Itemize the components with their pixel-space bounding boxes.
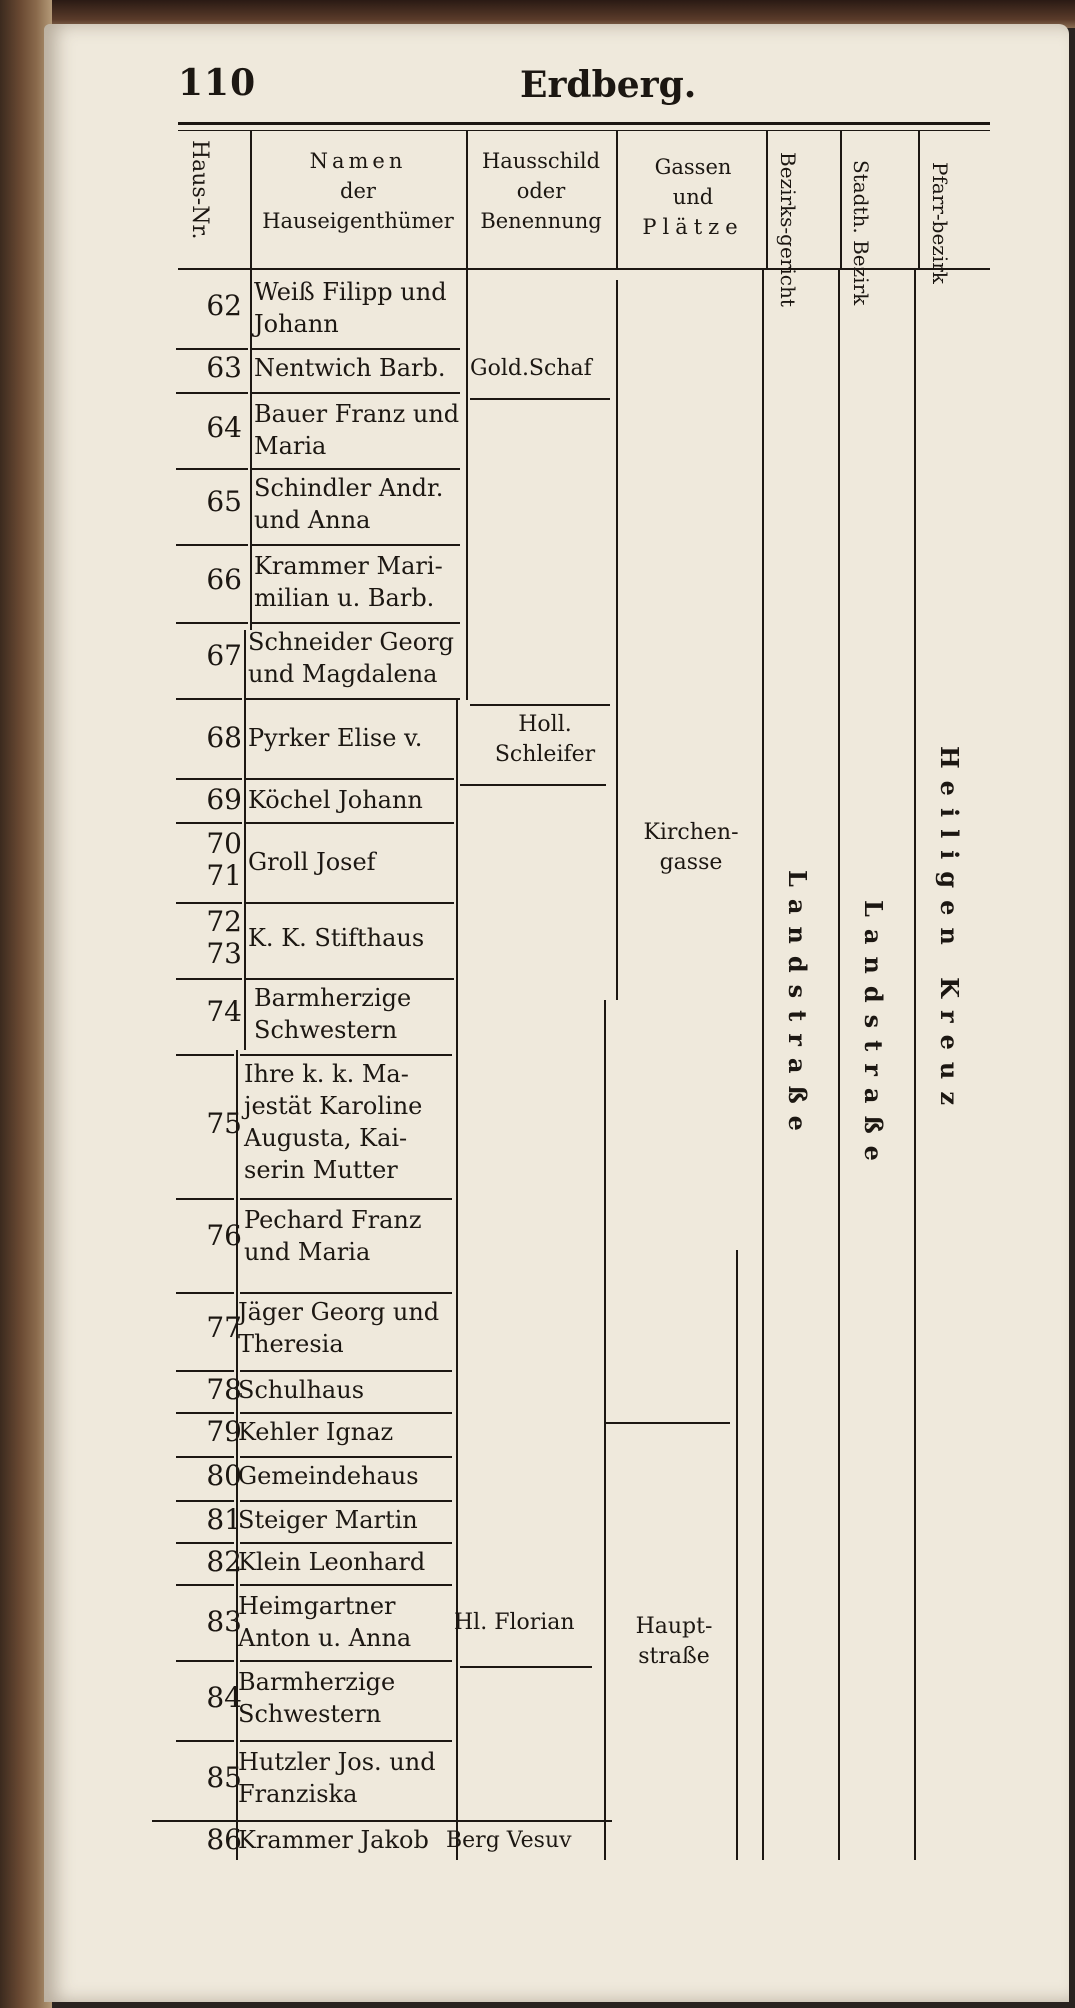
header-col-sep-1 bbox=[250, 130, 252, 270]
owner-name: Pyrker Elise v. bbox=[248, 724, 423, 752]
header-top-rule bbox=[178, 122, 990, 125]
page-number: 110 bbox=[178, 62, 257, 104]
table-row bbox=[170, 982, 630, 1052]
table-row bbox=[170, 398, 630, 468]
row-sep bbox=[176, 1198, 234, 1200]
row-sep bbox=[176, 1370, 234, 1372]
table-row bbox=[170, 1374, 630, 1414]
header-namen bbox=[254, 146, 462, 236]
row-sep bbox=[240, 1660, 452, 1662]
header-col-sep-2 bbox=[466, 130, 468, 270]
row-number: 78 bbox=[206, 1373, 242, 1406]
table-row bbox=[170, 828, 630, 902]
owner-name: Barmherzige Schwestern bbox=[254, 984, 412, 1044]
row-sep bbox=[176, 622, 248, 624]
body-col-line-h2 bbox=[736, 1250, 738, 1860]
header-hausschild-line2: oder bbox=[516, 179, 566, 203]
bezirksgericht-value: Landstraße bbox=[783, 870, 812, 1143]
header-gassen-line1: Gassen bbox=[654, 155, 732, 179]
table-row bbox=[170, 472, 630, 542]
body-col-line-h bbox=[762, 270, 764, 1860]
owner-name: Steiger Martin bbox=[238, 1506, 418, 1534]
page-title: Erdberg. bbox=[520, 64, 697, 106]
owner-name: Schulhaus bbox=[238, 1376, 365, 1404]
row-sep bbox=[240, 1456, 452, 1458]
header-namen-line1: Namen bbox=[309, 149, 407, 173]
owner-name: Weiß Filipp und Johann bbox=[254, 278, 447, 338]
row-number: 74 bbox=[206, 995, 242, 1028]
owner-name: Barmherzige Schwestern bbox=[238, 1668, 396, 1728]
row-sep bbox=[240, 1740, 452, 1742]
table-bottom-rule bbox=[152, 1820, 612, 1822]
table-row bbox=[170, 626, 630, 696]
row-number: 65 bbox=[206, 485, 242, 518]
row-sep bbox=[252, 544, 460, 546]
row-number: 86 bbox=[206, 1823, 242, 1856]
pfarr-bezirk-value: Heiligen Kreuz bbox=[935, 746, 964, 1118]
house-sign: Holl. Schleifer bbox=[494, 712, 596, 767]
table-row bbox=[170, 1416, 630, 1456]
header-col-sep-4 bbox=[766, 130, 768, 270]
row-sep bbox=[176, 778, 242, 780]
row-number: 69 bbox=[206, 783, 242, 816]
header-gassen-line3: Plätze bbox=[642, 215, 744, 239]
owner-name: Ihre k. k. Ma- jestät Karoline Augusta, Kai- serin Mutter bbox=[244, 1060, 423, 1184]
table-row bbox=[170, 1204, 630, 1274]
owner-name: Klein Leonhard bbox=[238, 1548, 426, 1576]
row-sep bbox=[240, 1500, 452, 1502]
row-number: 81 bbox=[206, 1503, 242, 1536]
owner-name: Pechard Franz und Maria bbox=[244, 1206, 422, 1266]
owner-name: Schindler Andr. und Anna bbox=[254, 474, 444, 534]
row-number: 76 bbox=[206, 1219, 242, 1252]
row-sep bbox=[176, 1584, 234, 1586]
header-col-sep-3 bbox=[616, 130, 618, 270]
header-hausschild-line3: Benennung bbox=[480, 209, 602, 233]
row-sep bbox=[176, 978, 242, 980]
header-gassen-line2: und bbox=[672, 185, 714, 209]
row-sep bbox=[240, 1584, 452, 1586]
row-sep bbox=[240, 1054, 452, 1056]
owner-name: Heimgartner Anton u. Anna bbox=[238, 1592, 412, 1652]
row-sep bbox=[240, 1542, 452, 1544]
house-sign: Berg Vesuv bbox=[446, 1828, 572, 1853]
owner-name: Jäger Georg und Theresia bbox=[238, 1298, 440, 1358]
row-number: 70 71 bbox=[206, 827, 242, 892]
row-number: 80 bbox=[206, 1459, 242, 1492]
owner-name: Gemeindehaus bbox=[238, 1462, 419, 1490]
row-sep bbox=[176, 902, 242, 904]
house-sign: Gold.Schaf bbox=[470, 356, 592, 381]
owner-name: Bauer Franz und Maria bbox=[254, 400, 460, 460]
header-hausschild bbox=[468, 146, 614, 236]
row-sep bbox=[176, 1412, 234, 1414]
row-number: 84 bbox=[206, 1681, 242, 1714]
row-sep bbox=[176, 348, 248, 350]
row-sep bbox=[176, 1292, 234, 1294]
row-sep bbox=[252, 392, 460, 394]
header-stadth-bezirk: Stadth. Bezirk bbox=[849, 160, 873, 306]
row-sep bbox=[246, 778, 454, 780]
row-sep bbox=[240, 1370, 452, 1372]
row-number: 75 bbox=[206, 1107, 242, 1140]
table-row bbox=[170, 1590, 630, 1660]
table-row bbox=[170, 1824, 630, 1864]
table-row bbox=[170, 1546, 630, 1586]
row-number: 64 bbox=[206, 411, 242, 444]
header-pfarr-bezirk: Pfarr-bezirk bbox=[928, 162, 952, 284]
owner-name: Hutzler Jos. und Franziska bbox=[238, 1748, 436, 1808]
row-sep bbox=[246, 822, 454, 824]
header-top-rule-thin bbox=[178, 130, 990, 131]
table-row bbox=[170, 1746, 630, 1816]
owner-name: Köchel Johann bbox=[248, 786, 423, 814]
row-sep bbox=[176, 1054, 234, 1056]
row-number: 77 bbox=[206, 1311, 242, 1344]
table-row bbox=[170, 1460, 630, 1500]
table-row bbox=[170, 352, 630, 392]
table-row bbox=[170, 1058, 630, 1198]
header-bezirksgericht: Bezirks-gericht bbox=[776, 152, 800, 307]
street-kirchengasse: Kirchen- gasse bbox=[643, 820, 739, 875]
header-namen-line2: der bbox=[340, 179, 376, 203]
owner-name: Krammer Jakob bbox=[238, 1826, 429, 1854]
header-col-sep-6 bbox=[918, 130, 920, 270]
row-sep bbox=[246, 698, 460, 700]
row-number: 68 bbox=[206, 721, 242, 754]
row-sep bbox=[240, 1292, 452, 1294]
owner-name: Krammer Mari- milian u. Barb. bbox=[254, 552, 443, 612]
row-sep bbox=[176, 544, 248, 546]
table-row bbox=[170, 1666, 630, 1736]
street-hauptstrasse: Haupt- straße bbox=[635, 1614, 713, 1669]
row-sep bbox=[240, 1412, 452, 1414]
row-sep bbox=[176, 1740, 234, 1742]
row-number: 66 bbox=[206, 563, 242, 596]
owner-name: K. K. Stifthaus bbox=[248, 924, 425, 952]
row-number: 79 bbox=[206, 1415, 242, 1448]
header-hausschild-line1: Hausschild bbox=[481, 149, 601, 173]
row-number: 85 bbox=[206, 1761, 242, 1794]
owner-name: Nentwich Barb. bbox=[254, 354, 446, 382]
row-sep bbox=[246, 902, 454, 904]
row-sep bbox=[176, 468, 248, 470]
row-sep bbox=[176, 1660, 234, 1662]
row-sep bbox=[176, 1500, 234, 1502]
row-sep bbox=[176, 1456, 234, 1458]
row-number: 83 bbox=[206, 1605, 242, 1638]
row-sep bbox=[176, 392, 248, 394]
row-number: 82 bbox=[206, 1545, 242, 1578]
row-number: 72 73 bbox=[206, 905, 242, 970]
table-row bbox=[170, 706, 630, 776]
table-row bbox=[170, 1504, 630, 1544]
house-sign: Hl. Florian bbox=[454, 1610, 575, 1635]
row-sep bbox=[252, 348, 460, 350]
row-sep bbox=[252, 468, 460, 470]
header-col-sep-5 bbox=[840, 130, 842, 270]
row-number: 62 bbox=[206, 289, 242, 322]
table-row bbox=[170, 1296, 630, 1366]
table-row bbox=[170, 784, 630, 824]
owner-name: Groll Josef bbox=[248, 848, 376, 876]
header-gassen bbox=[618, 152, 768, 242]
header-namen-line3: Hauseigenthümer bbox=[262, 209, 454, 233]
row-sep bbox=[252, 622, 460, 624]
owner-name: Kehler Ignaz bbox=[238, 1418, 394, 1446]
row-sep bbox=[246, 978, 454, 980]
row-sep bbox=[240, 1198, 452, 1200]
row-sep bbox=[176, 822, 242, 824]
row-number: 63 bbox=[206, 351, 242, 384]
row-sep bbox=[176, 698, 242, 700]
owner-name: Schneider Georg und Magdalena bbox=[248, 628, 455, 688]
table-row bbox=[170, 906, 630, 980]
row-number: 67 bbox=[206, 639, 242, 672]
row-sep bbox=[176, 1542, 234, 1544]
table-row bbox=[170, 276, 630, 346]
stadth-bezirk-value: Landstraße bbox=[859, 900, 888, 1173]
body-col-line-j bbox=[914, 270, 916, 1860]
body-col-line-i bbox=[838, 270, 840, 1860]
header-haus-nr: Haus-Nr. bbox=[187, 140, 212, 240]
table-row bbox=[170, 550, 630, 620]
